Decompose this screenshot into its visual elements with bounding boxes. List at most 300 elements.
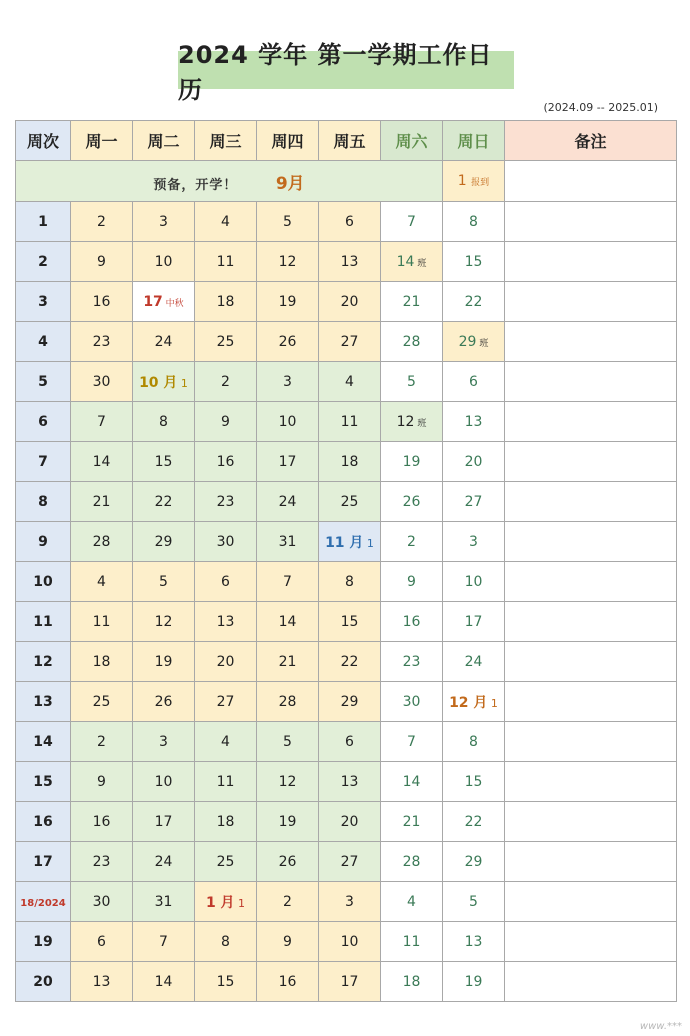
- day-number: 9: [97, 773, 106, 790]
- day-number: 26: [278, 853, 297, 870]
- day-cell: [381, 482, 443, 522]
- day-cell: [319, 922, 381, 962]
- header-row: [16, 121, 677, 161]
- day-cell: [257, 282, 319, 322]
- day-number: 11: [402, 933, 421, 950]
- day-cell: [257, 482, 319, 522]
- day-cell: [195, 802, 257, 842]
- day-number: 21: [92, 493, 111, 510]
- note-cell: [505, 922, 677, 962]
- week-number-text: 8: [38, 493, 48, 510]
- day-cell: [195, 402, 257, 442]
- day-cell: [133, 202, 195, 242]
- day-number: 10: [278, 413, 297, 430]
- day-number: 3: [469, 533, 478, 550]
- day-number: 1 月: [205, 894, 235, 911]
- week-number: [16, 882, 71, 922]
- week-number: [16, 922, 71, 962]
- week-row: [16, 842, 677, 882]
- day-cell: [257, 602, 319, 642]
- week-number: [16, 722, 71, 762]
- day-cell: [133, 362, 195, 402]
- day-note: 1: [487, 696, 498, 710]
- day-number: 23: [402, 653, 421, 670]
- day-number: 23: [92, 333, 111, 350]
- day-cell: [319, 602, 381, 642]
- day-number: 23: [216, 493, 235, 510]
- day-number: 7: [97, 413, 106, 430]
- week-row: [16, 442, 677, 482]
- day-number: 4: [221, 733, 230, 750]
- day-cell: [133, 922, 195, 962]
- day-cell: [71, 482, 133, 522]
- day-number: 18: [92, 653, 111, 670]
- day-number: 26: [402, 493, 421, 510]
- day-cell: [195, 882, 257, 922]
- day-number: 16: [92, 293, 111, 310]
- week-row: [16, 602, 677, 642]
- week-row: [16, 362, 677, 402]
- day-number: 31: [278, 533, 297, 550]
- day-number: 2: [97, 733, 106, 750]
- week-number-text: 1: [38, 213, 48, 230]
- day-cell: [133, 602, 195, 642]
- day-cell: [195, 562, 257, 602]
- day-number: 9: [283, 933, 292, 950]
- week-number-text: 13: [33, 693, 53, 710]
- day-cell: [319, 402, 381, 442]
- day-cell: [71, 442, 133, 482]
- day-cell: [257, 562, 319, 602]
- day-cell: [319, 682, 381, 722]
- day-cell: [133, 722, 195, 762]
- day-cell: [133, 882, 195, 922]
- day-cell: [257, 882, 319, 922]
- day-number: 26: [278, 333, 297, 350]
- day-number: 27: [340, 853, 359, 870]
- day-cell: [443, 442, 505, 482]
- day-cell: [443, 202, 505, 242]
- day-number: 6: [345, 733, 354, 750]
- day-number: 8: [469, 733, 478, 750]
- note-cell: [505, 161, 677, 202]
- day-cell: [257, 722, 319, 762]
- day-cell: [443, 522, 505, 562]
- day-number: 17: [278, 453, 297, 470]
- day-cell: [195, 482, 257, 522]
- day-cell: [195, 442, 257, 482]
- day-cell: [195, 522, 257, 562]
- day-cell: [319, 842, 381, 882]
- week-number-text: 20: [33, 973, 53, 990]
- day-number: 22: [154, 493, 173, 510]
- day-cell: [319, 562, 381, 602]
- day-cell: [71, 602, 133, 642]
- week-row: [16, 882, 677, 922]
- day-number: 25: [92, 693, 111, 710]
- day-cell: [257, 642, 319, 682]
- note-cell: [505, 362, 677, 402]
- day-number: 9: [221, 413, 230, 430]
- day-cell: [443, 482, 505, 522]
- day-number: 12: [278, 773, 297, 790]
- day-number: 20: [216, 653, 235, 670]
- day-cell: [319, 282, 381, 322]
- week-number: [16, 962, 71, 1002]
- day-number: 20: [340, 293, 359, 310]
- day-number: 21: [402, 813, 421, 830]
- day-cell: [319, 522, 381, 562]
- week-number: [16, 242, 71, 282]
- week-number: [16, 482, 71, 522]
- note-cell: [505, 442, 677, 482]
- day-number: 15: [340, 613, 359, 630]
- week-number-text: 2: [38, 253, 48, 270]
- day-number: 11 月: [325, 534, 364, 551]
- day-cell: [133, 442, 195, 482]
- day-cell: [71, 362, 133, 402]
- day-number: 16: [92, 813, 111, 830]
- header-wed: 周三: [195, 121, 257, 161]
- week-number-text: 16: [33, 813, 53, 830]
- day-cell: [133, 402, 195, 442]
- day-cell: [133, 322, 195, 362]
- day-cell: [443, 802, 505, 842]
- day-cell: [71, 642, 133, 682]
- week-number: [16, 202, 71, 242]
- day-cell: [195, 842, 257, 882]
- week-row: [16, 562, 677, 602]
- day-number: 8: [159, 413, 168, 430]
- day-cell: [443, 282, 505, 322]
- note-cell: [505, 482, 677, 522]
- day-number: 31: [154, 893, 173, 910]
- day-cell: [443, 242, 505, 282]
- day-cell: [443, 722, 505, 762]
- day-number: 13: [340, 253, 359, 270]
- day-cell: [133, 962, 195, 1002]
- day-cell: [381, 202, 443, 242]
- header-notes: 备注: [505, 121, 677, 161]
- day-number: 13: [216, 613, 235, 630]
- day-number: 11: [216, 773, 235, 790]
- week-row: [16, 962, 677, 1002]
- day-cell: [71, 762, 133, 802]
- week-number: [16, 562, 71, 602]
- day-number: 5: [159, 573, 168, 590]
- day-number: 22: [464, 293, 483, 310]
- day-number: 2: [221, 373, 230, 390]
- day-cell: [133, 522, 195, 562]
- day-cell: [443, 762, 505, 802]
- day-cell: [257, 842, 319, 882]
- day-cell: [257, 202, 319, 242]
- day-number: 1: [457, 173, 467, 189]
- day-cell: [381, 962, 443, 1002]
- day-number: 15: [154, 453, 173, 470]
- week-number: [16, 402, 71, 442]
- day-number: 27: [340, 333, 359, 350]
- day-number: 8: [345, 573, 354, 590]
- day-number: 14: [154, 973, 173, 990]
- day-cell: [195, 682, 257, 722]
- day-cell: [381, 602, 443, 642]
- banner-month: 9月: [275, 173, 305, 194]
- day-number: 22: [340, 653, 359, 670]
- day-number: 24: [154, 853, 173, 870]
- week-number: [16, 322, 71, 362]
- week-number-text: 12: [33, 653, 53, 670]
- day-note: 班: [414, 418, 427, 429]
- note-cell: [505, 402, 677, 442]
- day-number: 17: [154, 813, 173, 830]
- day-cell: [319, 322, 381, 362]
- week-row: [16, 802, 677, 842]
- day-cell: [443, 362, 505, 402]
- day-cell: [195, 602, 257, 642]
- day-cell: [195, 362, 257, 402]
- day-number: 18: [216, 293, 235, 310]
- week-row: [16, 202, 677, 242]
- note-cell: [505, 202, 677, 242]
- day-cell: [381, 882, 443, 922]
- day-number: 18: [216, 813, 235, 830]
- note-cell: [505, 802, 677, 842]
- banner-slogan: 预备，开学！: [153, 177, 238, 193]
- day-number: 19: [154, 653, 173, 670]
- week-number-text: 11: [33, 613, 53, 630]
- day-cell: [71, 922, 133, 962]
- note-cell: [505, 722, 677, 762]
- day-cell: [71, 402, 133, 442]
- week-number-text: 10: [33, 573, 53, 590]
- day-number: 10: [464, 573, 483, 590]
- day-number: 14: [92, 453, 111, 470]
- day-number: 28: [278, 693, 297, 710]
- day-number: 25: [216, 333, 235, 350]
- day-cell: [195, 922, 257, 962]
- day-cell: [319, 442, 381, 482]
- day-cell: [71, 842, 133, 882]
- page-title: 2024 学年 第一学期工作日历: [178, 51, 514, 89]
- day-cell: [381, 682, 443, 722]
- week-number: [16, 442, 71, 482]
- day-number: 29: [458, 333, 477, 350]
- week-row: [16, 922, 677, 962]
- day-cell: [195, 642, 257, 682]
- week-number-text: 7: [38, 453, 48, 470]
- day-number: 10: [154, 253, 173, 270]
- week-row: [16, 762, 677, 802]
- month-banner: [16, 161, 443, 202]
- day-number: 22: [464, 813, 483, 830]
- day-number: 18: [340, 453, 359, 470]
- day-number: 24: [464, 653, 483, 670]
- day-number: 8: [221, 933, 230, 950]
- day-number: 6: [469, 373, 478, 390]
- day-number: 28: [402, 333, 421, 350]
- week-row: [16, 242, 677, 282]
- day-number: 17: [464, 613, 483, 630]
- day-number: 3: [159, 213, 168, 230]
- day-number: 2: [97, 213, 106, 230]
- day-number: 13: [92, 973, 111, 990]
- day-cell: [195, 282, 257, 322]
- day-cell: [443, 682, 505, 722]
- day-number: 4: [97, 573, 106, 590]
- day-cell: [133, 762, 195, 802]
- date-range: (2024.09 -- 2025.01): [543, 101, 658, 114]
- day-cell: [381, 522, 443, 562]
- day-note: 报到: [471, 178, 490, 188]
- day-note: 1: [177, 376, 188, 390]
- day-cell: [195, 322, 257, 362]
- day-cell: [71, 562, 133, 602]
- day-number: 13: [464, 933, 483, 950]
- day-cell: [71, 242, 133, 282]
- note-cell: [505, 882, 677, 922]
- week-number-text: 14: [33, 733, 53, 750]
- note-cell: [505, 642, 677, 682]
- week-number: [16, 682, 71, 722]
- day-number: 19: [402, 453, 421, 470]
- day-number: 13: [340, 773, 359, 790]
- week-number: [16, 642, 71, 682]
- day-cell: [257, 442, 319, 482]
- day-number: 25: [216, 853, 235, 870]
- day-number: 16: [278, 973, 297, 990]
- day-cell: [381, 762, 443, 802]
- day-number: 30: [92, 893, 111, 910]
- day-cell: [319, 242, 381, 282]
- note-cell: [505, 962, 677, 1002]
- day-number: 5: [283, 213, 292, 230]
- day-note: 中秋: [162, 298, 184, 309]
- day-cell: [381, 442, 443, 482]
- day-number: 20: [340, 813, 359, 830]
- header-mon: 周一: [71, 121, 133, 161]
- day-note: 1: [363, 536, 374, 550]
- day-cell: [71, 282, 133, 322]
- day-number: 29: [154, 533, 173, 550]
- day-cell: [71, 802, 133, 842]
- day-number: 25: [340, 493, 359, 510]
- day-cell: [257, 962, 319, 1002]
- week-number: [16, 522, 71, 562]
- day-number: 24: [154, 333, 173, 350]
- week-number-text: 17: [33, 853, 53, 870]
- day-number: 14: [402, 773, 421, 790]
- day-number: 28: [402, 853, 421, 870]
- day-note: 1: [234, 896, 246, 910]
- day-number: 7: [159, 933, 168, 950]
- day-number: 29: [340, 693, 359, 710]
- day-number: 17: [340, 973, 359, 990]
- week-row: [16, 482, 677, 522]
- note-cell: [505, 522, 677, 562]
- day-cell: [133, 242, 195, 282]
- day-cell: [257, 242, 319, 282]
- note-cell: [505, 282, 677, 322]
- day-number: 15: [216, 973, 235, 990]
- day-number: 30: [92, 373, 111, 390]
- day-number: 30: [402, 693, 421, 710]
- day-cell: [381, 842, 443, 882]
- note-cell: [505, 682, 677, 722]
- note-cell: [505, 322, 677, 362]
- day-cell: [319, 642, 381, 682]
- day-cell: [257, 802, 319, 842]
- day-cell: [381, 282, 443, 322]
- day-number: 12: [278, 253, 297, 270]
- day-number: 15: [464, 773, 483, 790]
- day-cell: [381, 922, 443, 962]
- day-cell: [257, 922, 319, 962]
- day-cell: [381, 322, 443, 362]
- day-cell: [319, 762, 381, 802]
- week-number-text: 18/2024: [20, 897, 66, 909]
- day-cell: [257, 522, 319, 562]
- day-number: 11: [340, 413, 359, 430]
- day-cell: [133, 562, 195, 602]
- week-number: [16, 602, 71, 642]
- day-cell: [133, 802, 195, 842]
- week-number-text: 9: [38, 533, 48, 550]
- day-number: 19: [464, 973, 483, 990]
- day-number: 16: [216, 453, 235, 470]
- day-number: 14: [278, 613, 297, 630]
- day-cell: [133, 482, 195, 522]
- header-sun: 周日: [443, 121, 505, 161]
- day-number: 12: [396, 413, 415, 430]
- day-cell: [443, 322, 505, 362]
- day-cell: [443, 402, 505, 442]
- header-tue: 周二: [133, 121, 195, 161]
- day-number: 11: [216, 253, 235, 270]
- week-number: [16, 282, 71, 322]
- day-number: 5: [407, 373, 416, 390]
- day-number: 20: [464, 453, 483, 470]
- header-sat: 周六: [381, 121, 443, 161]
- note-cell: [505, 602, 677, 642]
- day-number: 9: [407, 573, 416, 590]
- day-cell: [381, 562, 443, 602]
- day-number: 3: [345, 893, 354, 910]
- day-number: 12: [154, 613, 173, 630]
- day-cell: [319, 802, 381, 842]
- day-cell: [257, 322, 319, 362]
- day-note: 班: [414, 258, 427, 269]
- day-number: 21: [278, 653, 297, 670]
- day-number: 15: [464, 253, 483, 270]
- day-number: 8: [469, 213, 478, 230]
- day-cell: [257, 402, 319, 442]
- day-cell: [133, 682, 195, 722]
- day-cell: [381, 242, 443, 282]
- day-number: 4: [345, 373, 354, 390]
- week-number: [16, 762, 71, 802]
- day-cell: [257, 762, 319, 802]
- day-number: 12 月: [449, 694, 488, 711]
- day-number: 28: [92, 533, 111, 550]
- day-number: 10: [154, 773, 173, 790]
- day-number: 7: [283, 573, 292, 590]
- day-number: 5: [283, 733, 292, 750]
- day-cell: [443, 922, 505, 962]
- week-number-text: 19: [33, 933, 53, 950]
- day-number: 27: [216, 693, 235, 710]
- day-number: 17: [143, 293, 163, 310]
